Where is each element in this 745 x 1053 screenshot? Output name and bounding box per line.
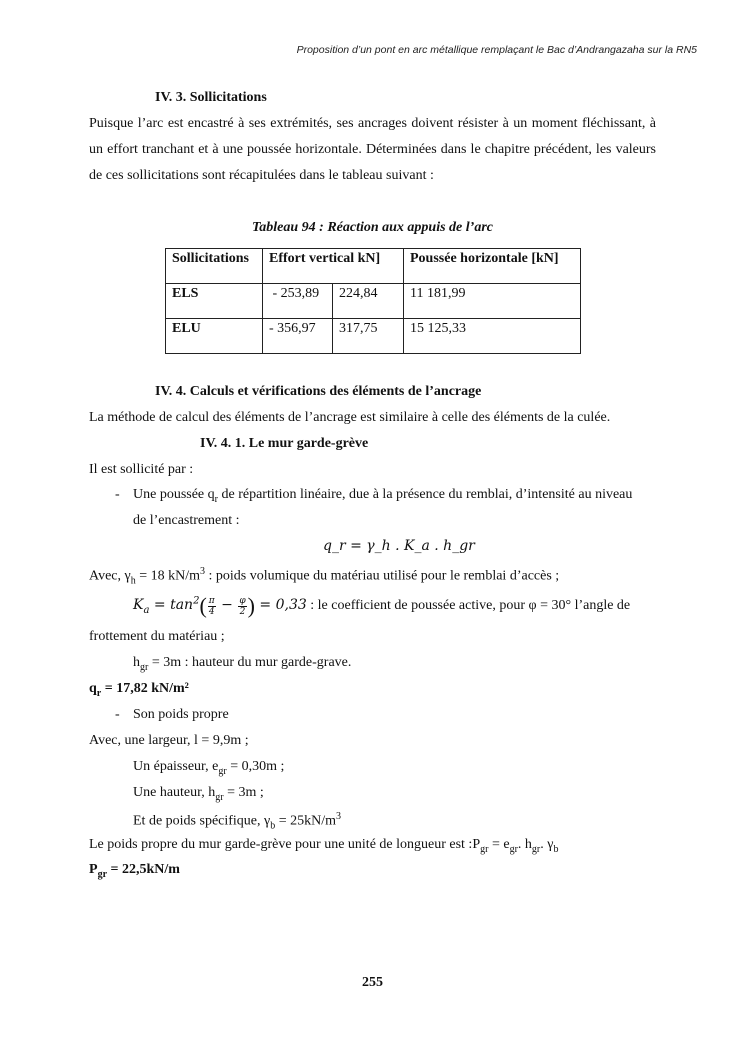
- epaisseur-line: Un épaisseur, $e_{gr} = 0,30m$ ;: [133, 759, 285, 777]
- page-number: 255: [362, 975, 383, 990]
- avec-largeur: Avec, une largeur, l = 9,9m ;: [89, 733, 249, 748]
- ka-desc-cont: frottement du matériau ;: [89, 629, 225, 644]
- formula-qr: q_r = γ_h . K_a . h_gr: [323, 538, 475, 554]
- table-cell: 15 125,33: [404, 319, 581, 354]
- section-title-iv4: IV. 4. Calculs et vérifications des éléments de l’ancrage: [155, 384, 482, 399]
- reactions-table: [165, 248, 581, 354]
- paragraph-methode: La méthode de calcul des éléments de l’ancrage est similaire à celle des éléments de la culée.: [89, 410, 611, 425]
- sollicite-par-line: Il est sollicité par :: [89, 462, 194, 477]
- running-header: Proposition d’un pont en arc métallique remplaçant le Bac d’Andrangazaha sur la RN5: [296, 44, 697, 56]
- table-cell: 317,75: [333, 319, 404, 354]
- avec-gamma-h: Avec, $\gamma_h = 18$ $kN/m^3$ : poids volumique du matériau utilisé pour le remblai d’accès ;: [89, 566, 560, 587]
- table-cell-label: ELS: [166, 284, 263, 319]
- qr-result: $q_r = 17,82$ kN/m²: [89, 681, 189, 699]
- section-title-iv3: IV. 3. Sollicitations: [155, 90, 267, 105]
- table-caption: Tableau 94 : Réaction aux appuis de l’arc: [252, 220, 493, 235]
- bullet-dash: -: [115, 707, 120, 722]
- table-row: [166, 319, 581, 354]
- bullet-poussee: Une poussée $q_r$ de répartition linéaire, due à la présence du remblai, d’intensité au niveau: [133, 487, 633, 505]
- bullet-poussee-cont: de l’encastrement :: [133, 513, 240, 528]
- bullet-dash: -: [115, 487, 120, 502]
- table-header-row: [166, 249, 581, 284]
- formula-ka: $K_a = \tan^2$( $\frac{\pi}{4}$ − $\frac{\varphi}{2}$ ) = 0,33 : le coefficient de poussée active, pour φ = 30° l’angle de: [133, 593, 631, 618]
- paragraph-sollicitations: Puisque l’arc est encastré à ses extrémités, ses ancrages doivent résister à un moment fléchissant, à un effort tranchant et à une poussée horizontale. Déterminées dans le chapitre précédent, les valeurs de ces sollicitations sont récapitulées dans le tableau suivant :: [89, 116, 656, 183]
- hauteur-line: Une hauteur, $h_{gr} = 3m$ ;: [133, 785, 264, 803]
- table-cell: 224,84: [333, 284, 404, 319]
- hgr-line: $h_{gr} = 3m$ : hauteur du mur garde-grave.: [133, 655, 352, 673]
- section-title-iv41: IV. 4. 1. Le mur garde-grève: [200, 436, 369, 451]
- pgr-result: $P_{gr} = 22,5kN/m$: [89, 862, 180, 880]
- table-cell: 11 181,99: [404, 284, 581, 319]
- table-header-cell: Sollicitations: [166, 249, 263, 284]
- table-cell-label: ELU: [166, 319, 263, 354]
- table-header-cell: Poussée horizontale [kN]: [404, 249, 581, 284]
- table-row: [166, 284, 581, 319]
- table-cell: - 356,97: [263, 319, 333, 354]
- bullet-poids-propre: Son poids propre: [133, 707, 229, 722]
- table-cell: - 253,89: [263, 284, 333, 319]
- table-header-cell: Effort vertical kN]: [263, 249, 404, 284]
- poids-specifique-line: Et de poids spécifique, $\gamma_b = 25kN/m^3$: [133, 811, 342, 832]
- poids-propre-line: Le poids propre du mur garde-grève pour une unité de longueur est $:P_{gr} = e_{gr}$. $h_{gr}$. $\gamma_b$: [89, 837, 559, 855]
